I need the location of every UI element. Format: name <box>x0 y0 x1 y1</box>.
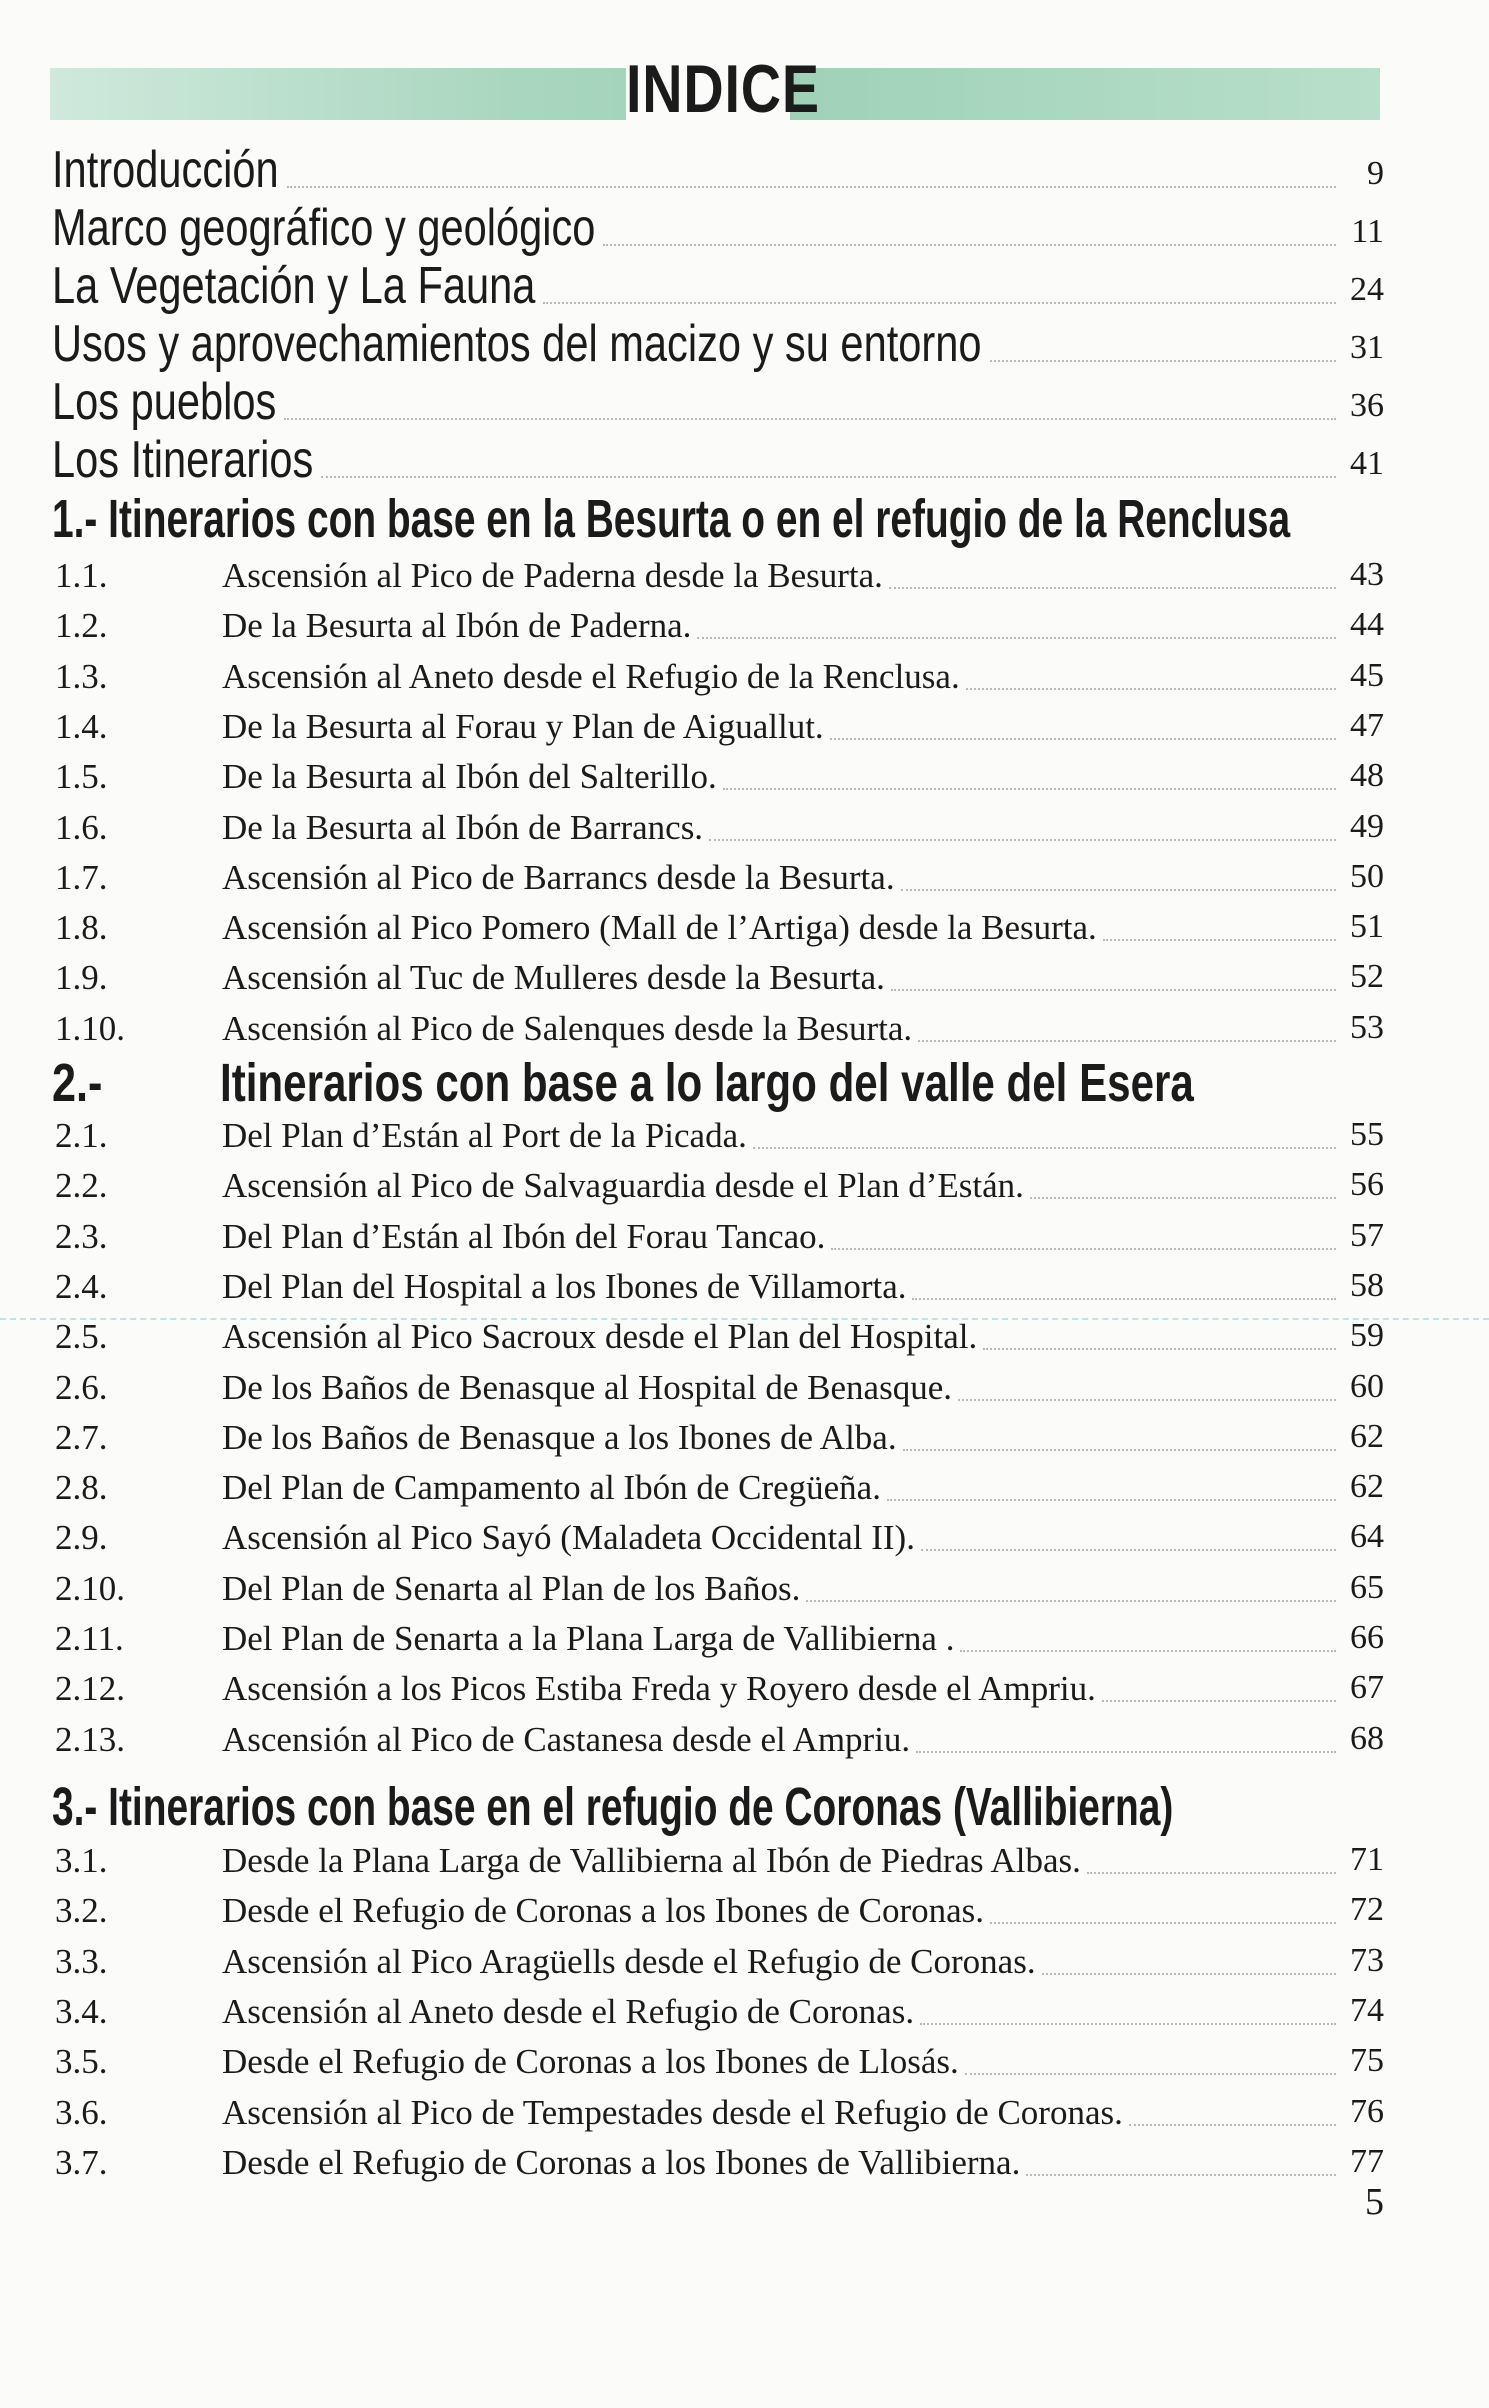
main-entry-label: Introducción <box>52 141 279 199</box>
dot-leader <box>903 1449 1336 1451</box>
dot-leader <box>753 1147 1336 1149</box>
item-title: De la Besurta al Ibón del Salterillo. <box>222 757 717 796</box>
toc-item <box>0 1006 1489 1052</box>
dot-leader <box>1030 1197 1336 1199</box>
item-number: 1.2. <box>55 606 108 645</box>
item-title: De la Besurta al Ibón de Paderna. <box>222 606 692 645</box>
dot-leader <box>960 1650 1336 1652</box>
item-number: 2.6. <box>55 1368 108 1407</box>
item-title: Del Plan de Senarta a la Plana Larga de Vallibierna . <box>222 1619 955 1658</box>
dot-leader <box>1042 1973 1336 1975</box>
item-page: 49 <box>1350 808 1384 845</box>
dot-leader <box>901 889 1336 891</box>
toc-item <box>0 1314 1489 1360</box>
section-title: Itinerarios con base a lo largo del valle del Esera <box>220 1053 1194 1113</box>
item-number: 2.5. <box>55 1317 108 1356</box>
item-title: Ascensión al Pico Aragüells desde el Refugio de Coronas. <box>222 1942 1036 1981</box>
dot-leader <box>831 1248 1336 1250</box>
item-page: 58 <box>1350 1267 1384 1304</box>
dot-leader <box>887 1499 1336 1501</box>
dot-leader <box>889 587 1336 589</box>
main-entry <box>0 316 1489 372</box>
item-number: 1.10. <box>55 1009 125 1048</box>
item-number: 1.1. <box>55 556 108 595</box>
dot-leader <box>287 186 1336 188</box>
item-page: 62 <box>1350 1418 1384 1455</box>
item-title: Desde el Refugio de Coronas a los Ibones de Coronas. <box>222 1891 985 1930</box>
main-entry <box>0 432 1489 488</box>
item-number: 2.9. <box>55 1518 108 1557</box>
dot-leader <box>918 1040 1336 1042</box>
item-page: 51 <box>1350 908 1384 945</box>
dot-leader <box>321 476 1336 478</box>
item-title: Desde el Refugio de Coronas a los Ibones de Llosás. <box>222 2042 959 2081</box>
item-title: Ascensión a los Picos Estiba Freda y Royero desde el Ampriu. <box>222 1669 1096 1708</box>
section-heading <box>0 1776 1489 1838</box>
item-title: Desde la Plana Larga de Vallibierna al Ibón de Piedras Albas. <box>222 1841 1081 1880</box>
toc-item <box>0 905 1489 951</box>
main-entry-label: Los pueblos <box>52 373 277 431</box>
main-entry-page: 36 <box>1350 387 1384 424</box>
main-entry <box>0 374 1489 430</box>
item-number: 3.3. <box>55 1942 108 1981</box>
dot-leader <box>1129 2124 1336 2126</box>
item-number: 1.3. <box>55 657 108 696</box>
item-title: Ascensión al Pico Pomero (Mall de l’Artiga) desde la Besurta. <box>222 908 1097 947</box>
item-page: 62 <box>1350 1468 1384 1505</box>
item-title: De los Baños de Benasque al Hospital de Benasque. <box>222 1368 952 1407</box>
toc-item <box>0 1616 1489 1662</box>
item-page: 76 <box>1350 2093 1384 2130</box>
item-page: 72 <box>1350 1891 1384 1928</box>
item-number: 2.2. <box>55 1166 108 1205</box>
item-title: Ascensión al Aneto desde el Refugio de Coronas. <box>222 1992 915 2031</box>
section-heading <box>0 488 1489 550</box>
main-entry <box>0 200 1489 256</box>
item-page: 66 <box>1350 1619 1384 1656</box>
toc-item <box>0 1838 1489 1884</box>
item-page: 48 <box>1350 757 1384 794</box>
item-number: 2.13. <box>55 1720 125 1759</box>
item-number: 2.7. <box>55 1418 108 1457</box>
dot-leader <box>543 302 1336 304</box>
toc-item <box>0 1214 1489 1260</box>
item-page: 71 <box>1350 1841 1384 1878</box>
item-title: Del Plan d’Están al Ibón del Forau Tancao. <box>222 1217 826 1256</box>
toc-item <box>0 805 1489 851</box>
item-page: 56 <box>1350 1166 1384 1203</box>
item-number: 2.1. <box>55 1116 108 1155</box>
item-number: 1.5. <box>55 757 108 796</box>
item-page: 77 <box>1350 2143 1384 2180</box>
item-number: 3.2. <box>55 1891 108 1930</box>
toc-item <box>0 1989 1489 2035</box>
item-title: Ascensión al Pico de Salvaguardia desde el Plan d’Están. <box>222 1166 1024 1205</box>
item-title: Del Plan de Campamento al Ibón de Cregüeña. <box>222 1468 881 1507</box>
dot-leader <box>990 1922 1336 1924</box>
item-page: 47 <box>1350 707 1384 744</box>
toc-item <box>0 1415 1489 1461</box>
dot-leader <box>284 418 1336 420</box>
main-entry-label: Los Itinerarios <box>52 431 314 489</box>
dot-leader <box>983 1348 1336 1350</box>
item-number: 2.12. <box>55 1669 125 1708</box>
main-entry-page: 24 <box>1350 271 1384 308</box>
item-title: Ascensión al Pico de Salenques desde la Besurta. <box>222 1009 913 1048</box>
toc-item <box>0 1566 1489 1612</box>
item-page: 45 <box>1350 657 1384 694</box>
dot-leader <box>697 637 1336 639</box>
dot-leader <box>990 360 1336 362</box>
toc-item <box>0 754 1489 800</box>
toc-item <box>0 1717 1489 1763</box>
dot-leader <box>958 1399 1336 1401</box>
section-number: 2.- <box>52 1053 103 1113</box>
item-number: 1.4. <box>55 707 108 746</box>
item-number: 2.3. <box>55 1217 108 1256</box>
dot-leader <box>966 688 1336 690</box>
page-number: 5 <box>1365 2181 1384 2223</box>
item-page: 55 <box>1350 1116 1384 1153</box>
item-title: De la Besurta al Forau y Plan de Aiguallut. <box>222 707 824 746</box>
item-number: 1.7. <box>55 858 108 897</box>
section-heading <box>0 1052 1489 1114</box>
toc-item <box>0 2090 1489 2136</box>
item-page: 65 <box>1350 1569 1384 1606</box>
item-title: Ascensión al Aneto desde el Refugio de la Renclusa. <box>222 657 960 696</box>
item-title: Ascensión al Pico Sayó (Maladeta Occidental II). <box>222 1518 915 1557</box>
toc-item <box>0 553 1489 599</box>
item-page: 64 <box>1350 1518 1384 1555</box>
item-page: 60 <box>1350 1368 1384 1405</box>
page-title: INDICE <box>626 44 790 134</box>
dot-leader <box>912 1298 1336 1300</box>
item-title: Ascensión al Pico Sacroux desde el Plan del Hospital. <box>222 1317 978 1356</box>
dot-leader <box>1087 1872 1336 1874</box>
toc-item <box>0 955 1489 1001</box>
item-title: De los Baños de Benasque a los Ibones de Alba. <box>222 1418 897 1457</box>
dot-leader <box>916 1751 1336 1753</box>
toc-item <box>0 1515 1489 1561</box>
item-page: 68 <box>1350 1720 1384 1757</box>
item-page: 73 <box>1350 1942 1384 1979</box>
dot-leader <box>603 244 1336 246</box>
item-title: Desde el Refugio de Coronas a los Ibones de Vallibierna. <box>222 2143 1021 2182</box>
toc-item <box>0 2140 1489 2186</box>
item-title: De la Besurta al Ibón de Barrancs. <box>222 808 704 847</box>
dot-leader <box>920 2023 1336 2025</box>
section-title: 3.- Itinerarios con base en el refugio de Coronas (Vallibierna) <box>52 1777 1174 1837</box>
dot-leader <box>965 2073 1336 2075</box>
toc-item <box>0 704 1489 750</box>
item-page: 59 <box>1350 1317 1384 1354</box>
item-page: 52 <box>1350 958 1384 995</box>
toc-item <box>0 1264 1489 1310</box>
main-entry-page: 41 <box>1350 445 1384 482</box>
main-entry-label: Usos y aprovechamientos del macizo y su entorno <box>52 315 982 373</box>
item-title: Ascensión al Tuc de Mulleres desde la Besurta. <box>222 958 885 997</box>
dot-leader <box>709 839 1336 841</box>
dot-leader <box>806 1600 1336 1602</box>
item-title: Ascensión al Pico de Barrancs desde la Besurta. <box>222 858 895 897</box>
dot-leader <box>1103 939 1336 941</box>
toc-item <box>0 1939 1489 1985</box>
item-number: 2.4. <box>55 1267 108 1306</box>
toc-item <box>0 1365 1489 1411</box>
toc-item <box>0 855 1489 901</box>
item-title: Del Plan de Senarta al Plan de los Baños. <box>222 1569 801 1608</box>
item-number: 2.8. <box>55 1468 108 1507</box>
item-number: 1.8. <box>55 908 108 947</box>
item-title: Ascensión al Pico de Paderna desde la Besurta. <box>222 556 883 595</box>
item-page: 53 <box>1350 1009 1384 1046</box>
item-page: 50 <box>1350 858 1384 895</box>
item-page: 67 <box>1350 1669 1384 1706</box>
item-number: 3.4. <box>55 1992 108 2031</box>
dot-leader <box>921 1549 1336 1551</box>
item-number: 2.11. <box>55 1619 124 1658</box>
main-entry <box>0 142 1489 198</box>
dot-leader <box>830 738 1336 740</box>
item-number: 3.1. <box>55 1841 108 1880</box>
item-page: 44 <box>1350 606 1384 643</box>
main-entry-page: 11 <box>1351 213 1384 250</box>
item-number: 3.6. <box>55 2093 108 2132</box>
dot-leader <box>1026 2174 1336 2176</box>
toc-item <box>0 603 1489 649</box>
toc-item <box>0 1163 1489 1209</box>
dot-leader <box>1102 1700 1336 1702</box>
main-entry-label: La Vegetación y La Fauna <box>52 257 536 315</box>
main-entry-page: 9 <box>1367 155 1384 192</box>
item-title: Ascensión al Pico de Castanesa desde el Ampriu. <box>222 1720 911 1759</box>
main-entry-page: 31 <box>1350 329 1384 366</box>
toc-item <box>0 654 1489 700</box>
item-number: 3.5. <box>55 2042 108 2081</box>
toc-item <box>0 1113 1489 1159</box>
item-page: 43 <box>1350 556 1384 593</box>
toc-item <box>0 2039 1489 2085</box>
toc-item <box>0 1666 1489 1712</box>
toc-item <box>0 1465 1489 1511</box>
item-title: Ascensión al Pico de Tempestades desde el Refugio de Coronas. <box>222 2093 1123 2132</box>
item-number: 1.9. <box>55 958 108 997</box>
dot-leader <box>891 989 1336 991</box>
item-page: 74 <box>1350 1992 1384 2029</box>
main-entry-label: Marco geográfico y geológico <box>52 199 596 257</box>
item-number: 2.10. <box>55 1569 125 1608</box>
item-number: 3.7. <box>55 2143 108 2182</box>
item-page: 57 <box>1350 1217 1384 1254</box>
dot-leader <box>723 788 1336 790</box>
toc-item <box>0 1888 1489 1934</box>
main-entry <box>0 258 1489 314</box>
item-number: 1.6. <box>55 808 108 847</box>
item-title: Del Plan d’Están al Port de la Picada. <box>222 1116 747 1155</box>
section-title: 1.- Itinerarios con base en la Besurta o en el refugio de la Renclusa <box>52 489 1291 549</box>
item-title: Del Plan del Hospital a los Ibones de Villamorta. <box>222 1267 907 1306</box>
item-page: 75 <box>1350 2042 1384 2079</box>
